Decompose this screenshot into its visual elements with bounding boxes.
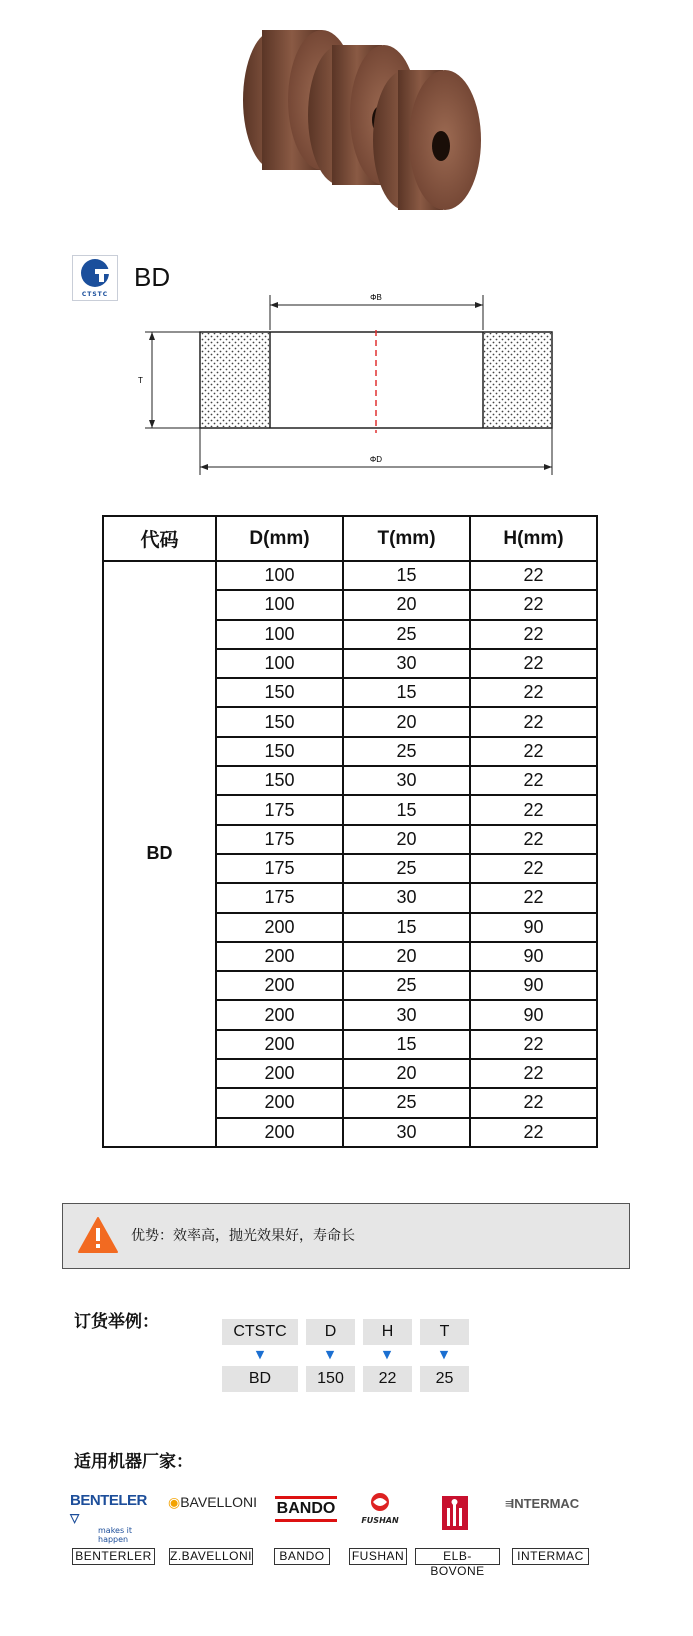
order-key-ctstc: CTSTC [222, 1319, 298, 1345]
order-value-d: 150 [306, 1366, 355, 1392]
cell-h: 22 [470, 766, 597, 795]
label-phi-d: ΦD [369, 455, 383, 464]
cell-t: 25 [343, 620, 470, 649]
col-header-code: 代码 [103, 516, 216, 561]
cell-d: 100 [216, 561, 343, 590]
cell-h: 22 [470, 1118, 597, 1147]
bavelloni-logo-text: BAVELLONI [180, 1494, 257, 1510]
table-body [103, 561, 597, 1147]
cell-h: 22 [470, 561, 597, 590]
cell-d: 150 [216, 737, 343, 766]
product-code-cell: BD [103, 561, 216, 1147]
order-key-h: H [363, 1319, 412, 1345]
cell-d: 200 [216, 942, 343, 971]
cell-d: 200 [216, 1000, 343, 1029]
cell-h: 22 [470, 825, 597, 854]
cell-d: 150 [216, 678, 343, 707]
brand-label-elb-bovone: ELB-BOVONE [415, 1548, 500, 1565]
intermac-logo: ≡INTERMAC [505, 1496, 580, 1511]
brand-label-fushan: FUSHAN [349, 1548, 407, 1565]
cell-d: 200 [216, 1088, 343, 1117]
cell-t: 15 [343, 913, 470, 942]
logo-text: CTSTC [81, 291, 109, 298]
cell-t: 20 [343, 707, 470, 736]
cell-h: 22 [470, 854, 597, 883]
benteler-tagline: makes it happen [98, 1526, 133, 1544]
arrow-down-icon: ▼ [325, 1348, 335, 1361]
brand-label-intermac: INTERMAC [512, 1548, 589, 1565]
cell-t: 25 [343, 737, 470, 766]
cell-t: 30 [343, 649, 470, 678]
brand-label-bando: BANDO [274, 1548, 330, 1565]
arrow-down-icon: ▼ [382, 1348, 392, 1361]
cell-h: 22 [470, 707, 597, 736]
cell-t: 20 [343, 825, 470, 854]
fushan-logo-text: FUSHAN [361, 1516, 399, 1525]
cell-d: 200 [216, 1059, 343, 1088]
cell-d: 175 [216, 795, 343, 824]
brand-label-bavelloni: Z.BAVELLONI [170, 1549, 252, 1563]
label-t: T [138, 376, 143, 385]
order-example-title: 订货举例： [74, 1312, 159, 1332]
cell-d: 150 [216, 766, 343, 795]
col-header-h: H(mm) [470, 516, 597, 561]
order-key-d: D [306, 1319, 355, 1345]
cell-d: 150 [216, 707, 343, 736]
wheel-3 [373, 70, 481, 210]
cell-d: 100 [216, 649, 343, 678]
label-phi-b: ΦB [370, 293, 382, 302]
order-value-t: 25 [420, 1366, 469, 1392]
cell-t: 30 [343, 766, 470, 795]
cell-h: 22 [470, 649, 597, 678]
cell-t: 30 [343, 1118, 470, 1147]
cell-t: 20 [343, 942, 470, 971]
cell-h: 90 [470, 1000, 597, 1029]
warning-icon [77, 1216, 119, 1254]
order-value-code: BD [222, 1366, 298, 1392]
arrow-down-icon: ▼ [255, 1348, 265, 1361]
page-title: BD [134, 262, 171, 292]
arrow-down-icon: ▼ [439, 1348, 449, 1361]
cell-h: 22 [470, 737, 597, 766]
cell-h: 22 [470, 795, 597, 824]
cell-t: 25 [343, 1088, 470, 1117]
order-value-h: 22 [363, 1366, 412, 1392]
cell-d: 175 [216, 883, 343, 912]
cell-d: 200 [216, 1030, 343, 1059]
machines-title: 适用机器厂家： [74, 1452, 193, 1472]
spec-table [102, 515, 598, 1148]
cell-h: 90 [470, 942, 597, 971]
cell-d: 175 [216, 854, 343, 883]
table-header-row [103, 516, 597, 561]
cell-t: 20 [343, 1059, 470, 1088]
advantage-text: 优势：效率高，抛光效果好，寿命长 [131, 1228, 355, 1244]
cell-t: 20 [343, 590, 470, 619]
cell-h: 90 [470, 913, 597, 942]
brand-label-benteler: BENTERLER [72, 1548, 155, 1565]
cell-t: 15 [343, 1030, 470, 1059]
product-photo [0, 0, 693, 235]
cell-h: 22 [470, 590, 597, 619]
cell-h: 22 [470, 678, 597, 707]
cell-h: 90 [470, 971, 597, 1000]
cell-h: 22 [470, 1088, 597, 1117]
benteler-logo: BENTELER ▽ makes it happen [70, 1492, 158, 1532]
cell-t: 30 [343, 1000, 470, 1029]
col-header-d: D(mm) [216, 516, 343, 561]
elb-bovone-emblem-icon [440, 1492, 470, 1532]
bavelloni-logo: ◉BAVELLONI [168, 1494, 257, 1510]
advantage-box [62, 1203, 630, 1269]
order-key-t: T [420, 1319, 469, 1345]
cell-h: 22 [470, 1059, 597, 1088]
cross-section-diagram [90, 275, 630, 495]
cell-d: 200 [216, 1118, 343, 1147]
cell-h: 22 [470, 620, 597, 649]
benteler-logo-text: BENTELER [70, 1492, 147, 1509]
cell-d: 100 [216, 620, 343, 649]
cell-t: 15 [343, 678, 470, 707]
cell-h: 22 [470, 1030, 597, 1059]
cell-t: 15 [343, 795, 470, 824]
cell-t: 30 [343, 883, 470, 912]
cell-d: 200 [216, 913, 343, 942]
bando-logo [275, 1492, 337, 1532]
cell-h: 22 [470, 883, 597, 912]
intermac-logo-text: INTERMAC [510, 1496, 580, 1511]
cell-t: 25 [343, 971, 470, 1000]
cell-t: 25 [343, 854, 470, 883]
fushan-logo [356, 1492, 404, 1532]
cell-d: 200 [216, 971, 343, 1000]
bando-logo-text: BANDO [275, 1496, 337, 1522]
cell-d: 175 [216, 825, 343, 854]
cell-d: 100 [216, 590, 343, 619]
cell-t: 15 [343, 561, 470, 590]
col-header-t: T(mm) [343, 516, 470, 561]
table-row [103, 561, 597, 590]
elb-bovone-logo [440, 1492, 470, 1532]
fushan-emblem-icon [363, 1492, 397, 1512]
